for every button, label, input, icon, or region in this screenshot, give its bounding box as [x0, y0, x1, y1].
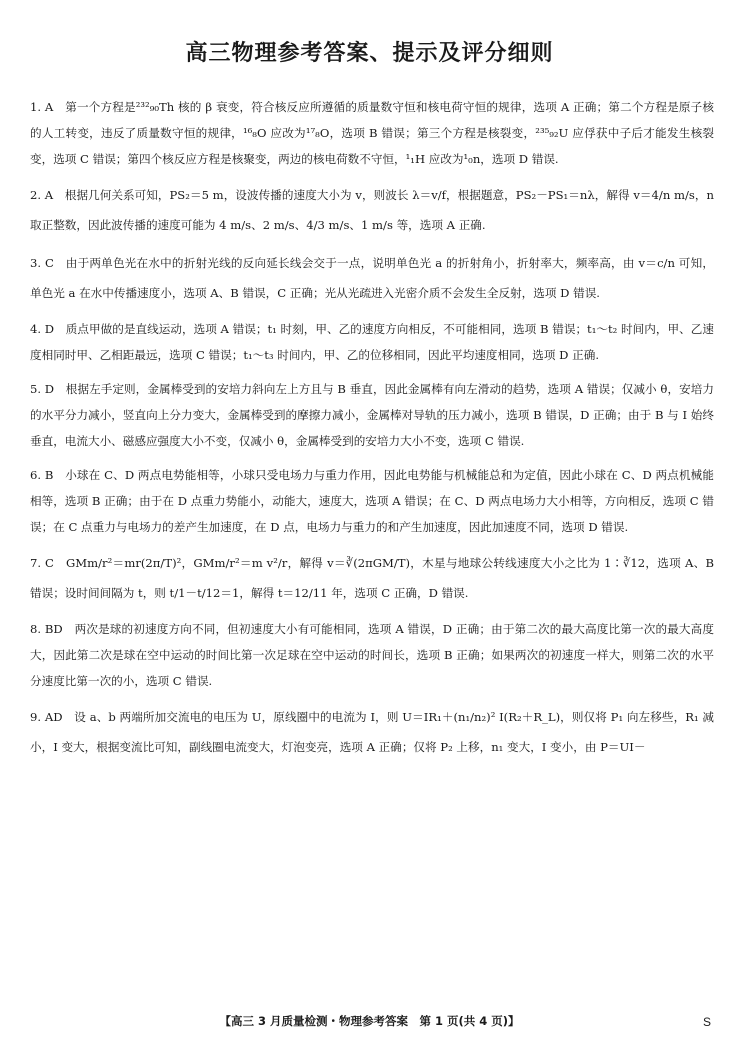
answer-item-5: 5. D 根据左手定则，金属棒受到的安培力斜向左上方且与 B 垂直，因此金属棒有向左滑动的趋势，选项 A 错误；仅减小 θ，安培力的水平分力减小，竖直向上分力变大，金属棒受到的摩擦力减小，金属棒对导轨的压力减小，选项 B 错误，D 正确；由于 B 与 I 始终垂直，电流大小、磁感应强度大小不变，仅减小 θ，金属棒受到的安培力大小不变，选项 C 错误. [30, 382, 714, 448]
answer-item-1: 1. A 第一个方程是²³²₉₀Th 核的 β 衰变，符合核反应所遵循的质量数守恒和核电荷守恒的规律，选项 A 正确；第二个方程是原子核的人工转变，违反了质量数守恒的规律，¹⁶₈O 应改为¹⁷₈O，选项 B 错误；第三个方程是核裂变，²³⁵₉₂U 应俘获中子后才能发生核裂变，选项 C 错误；第四个核反应方程是核聚变，两边的核电荷数不守恒，¹₁H 应改为¹₀n，选项 D 错误. [30, 100, 714, 166]
answer-list [30, 94, 714, 770]
answer-item-6: 6. B 小球在 C、D 两点电势能相等，小球只受电场力与重力作用，因此电势能与机械能总和为定值，因此小球在 C、D 两点机械能相等，选项 B 正确；由于在 D 点重力势能小，动能大，速度大，选项 A 错误；在 C、D 两点电场力大小相等，方向相反，选项 C 错误；在 C 点重力与电场力的差产生加速度，在 D 点，电场力与重力的和产生加速度，因此加速度不同，选项 D 错误. [30, 468, 714, 534]
answer-item-9: 9. AD 设 a、b 两端所加交流电的电压为 U，原线圈中的电流为 I，则 U＝IR₁＋(n₁/n₂)² I(R₂＋R_L)，则仅将 P₁ 向左移些，R₁ 减小，I 变大，根据变流比可知，副线圈电流变大，灯泡变亮，选项 A 正确；仅将 P₂ 上移，n₁ 变大，I 变小，由 P＝UI－ [30, 710, 714, 754]
answer-item-3: 3. C 由于两单色光在水中的折射光线的反向延长线会交于一点，说明单色光 a 的折射角小，折射率大，频率高，由 v＝c/n 可知，单色光 a 在水中传播速度小，选项 A、B 错误，C 正确；光从光疏进入光密介质不会发生全反射，选项 D 错误. [30, 256, 714, 300]
answer-item-7: 7. C GMm/r²＝mr(2π/T)²，GMm/r²＝m v²/r，解得 v＝∛(2πGM/T)，木星与地球公转线速度大小之比为 1∶∛12，选项 A、B 错误；设时间间隔为 t，则 t/1－t/12＝1，解得 t＝12/11 年，选项 C 正确，D 错误. [30, 556, 714, 600]
answer-item-8: 8. BD 两次是球的初速度方向不同，但初速度大小有可能相同，选项 A 错误，D 正确；由于第二次的最大高度比第一次的最大高度大，因此第二次是球在空中运动的时间比第一次足球在空中运动的时间长，选项 B 正确；如果两次的初速度一样大，则第二次的水平分速度比第一次的小，选项 C 错误. [30, 622, 714, 688]
answer-item-4: 4. D 质点甲做的是直线运动，选项 A 错误；t₁ 时刻，甲、乙的速度方向相反，不可能相同，选项 B 错误；t₁～t₂ 时间内，甲、乙速度相同时甲、乙相距最远，选项 C 错误；t₁～t₃ 时间内，甲、乙的位移相同，因此平均速度相同，选项 D 正确. [30, 322, 714, 362]
page-title: 高三物理参考答案、提示及评分细则 [185, 41, 554, 66]
answer-item-2: 2. A 根据几何关系可知，PS₂＝5 m，设波传播的速度大小为 v，则波长 λ＝v/f，根据题意，PS₂－PS₁＝nλ，解得 v＝4/n m/s，n 取正整数，因此波传播的速度可能为 4 m/s、2 m/s、4/3 m/s、1 m/s 等，选项 A 正确. [30, 188, 714, 232]
footer-mark: S [702, 1015, 711, 1029]
page-footer: 【高三 3 月质量检测・物理参考答案 第 1 页(共 4 页)】 [219, 1014, 520, 1028]
